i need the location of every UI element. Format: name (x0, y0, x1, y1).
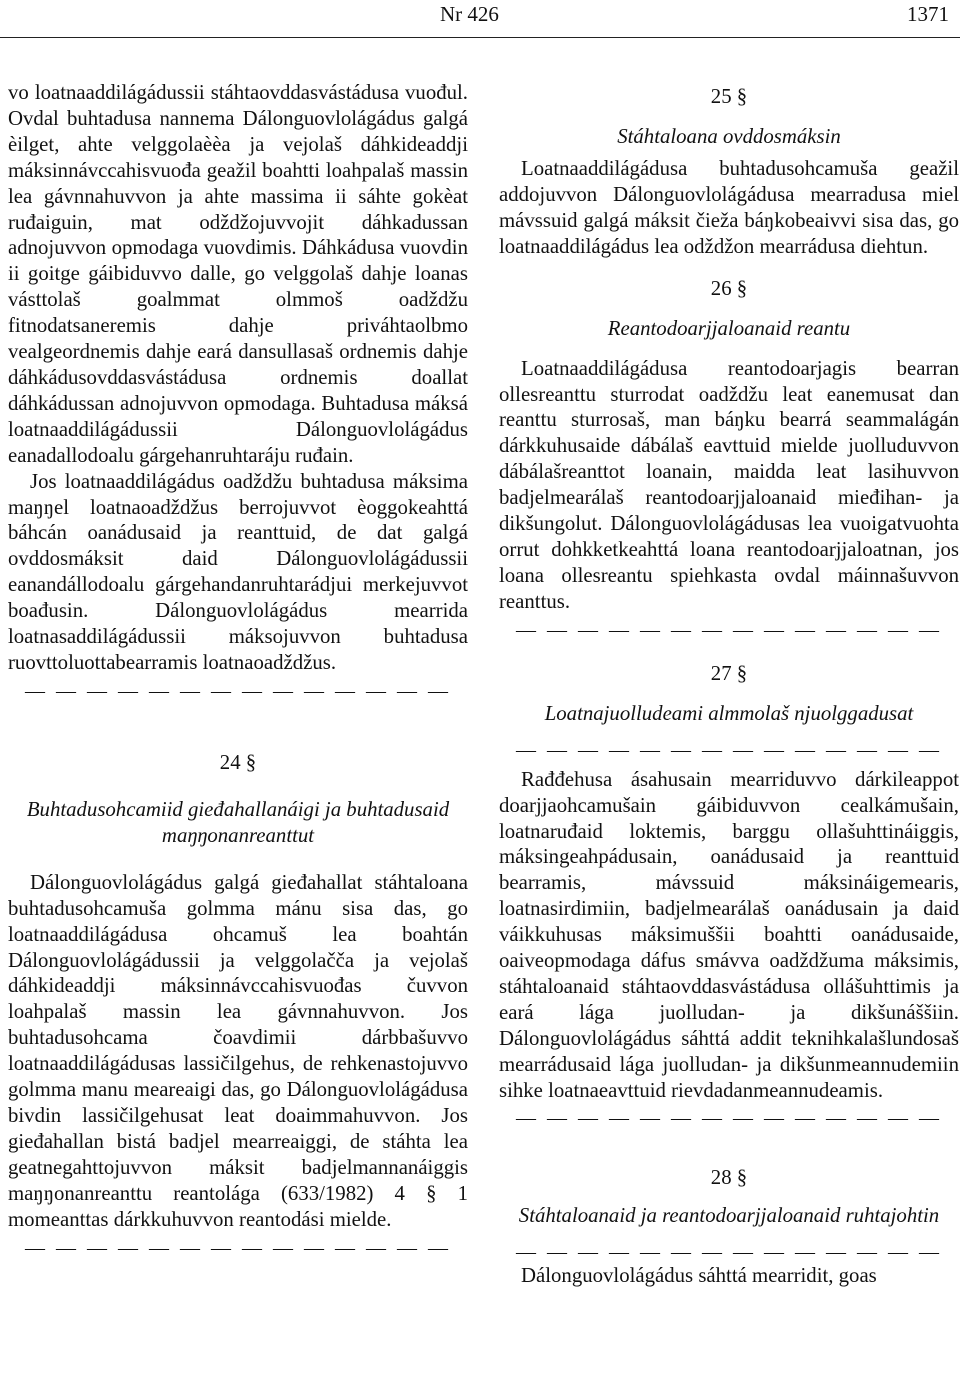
section-24-title: Buhtadusohcamiid gieđahallanáigi ja buhtadusaid maŋŋonanreanttut (26, 797, 450, 847)
section-separator: — — — — — — — — — — — — — — (25, 1236, 451, 1259)
paragraph-njuolggadusat: Rađđehusa ásahusain mearriduvvo dárkileappot doarjjaohcamušain gáibiduvvon cealkámušain, loatnaruđaid loktemis, barggu ollašuhttináiggis, máksingeahpádusain, oanádusaid ja reanttuid bearramis, mávssuid máksináigemearis, loatnasirdimiin, badjelmearálaš oanádusain ja daid váikkuhusas máksimuššii boahtti oanádusaide, oaiveopmodaga dáfus smávva oaǆǆuma máksimis, stáhtaloanaid stáhtaovddasvástádusa ollášuhttimis ja eará lága juolludan- ja dikšunáššiin. Dálonguovlolágádus sáhttá addit teknihkalašlundosaš mearrádusaid lága juolludan- ja dikšunmeannudemiin sihke loatnaeavttuid rievdadanmeannudeamis. (499, 767, 959, 1102)
paragraph-reantu: Loatnaaddilágádusa reantodoarjagis bearran ollesreanttu sturrodat oaǆǆu leat eanemusat dan reanttu sturrosaš, man báŋku bearrá seammalágán dárkkuhusaide dábálaš eavttuid mielde juolluduvvon dábálašreanttot loanain, maidda leat lasihuvvon badjelmearálaš reantodoarjjaloanaid mieđihan- ja dikšungolut. Dálonguovlolágádusas lea vuoigatvuohta orrut dohkketkeahttá loana reantodoarjjaloatnan, jos loana ollesreantu spiehkasta ovdal máinnašuvvon reanttus. (499, 356, 959, 613)
document-number: Nr 426 (440, 2, 499, 26)
right-column (499, 80, 959, 1289)
section-separator: — — — — — — — — — — — — — — (516, 738, 942, 761)
page-number: 1371 (907, 2, 949, 26)
section-24-number: 24 § (219, 750, 257, 774)
section-separator: — — — — — — — — — — — — — — (25, 679, 451, 702)
paragraph-stahtaovddasvastadus: vo loatnaaddilágádussii stáhtaovddasvástádusa vuođul. Ovdal buhtadusa nannema Dálonguovlolágádus galgá èilget, ahte velggolaèèa ja vejolaš dáhkideaddji máksinnávccahisvuođa geažil boahtti loahpalaš massin lea gávnnahuvvon ja ahte massima ii sáhte gokèat ruđaiguin, mat oǆǆojuvvojit dáhkadussan adnojuvvon opmodaga vuovdimis. Dáhkádusa vuovdin ii goitge gáibiduvvo dalle, go velggolaš dahje loanas vásttolaš goalmmat olmmoš oaǆǆu fitnodatsaneremis dahje priváhtaolbmo vealgeordnemis dahje eará dansullasaš ordnemis dahje dáhkádusovddasvástádusa ordnemis doallat dáhkádussan adnojuvvon opmodaga. Buhtadusa máksá loatnaaddilágádussii Dálonguovlolágádus eanadallodoalu gárgehanruhtaráju ruđain. (8, 81, 468, 467)
header-rule (0, 37, 960, 38)
section-25-number: 25 § (710, 85, 748, 108)
section-27-title: Loatnajuolludeami almmolaš njuolggadusat (544, 701, 914, 725)
section-25-title: Stáhtaloana ovddosmáksin (617, 125, 841, 148)
section-28-number: 28 § (710, 1166, 748, 1190)
paragraph-buhtadusohcamiid: Dálonguovlolágádus galgá gieđahallat stáhtaloana buhtadusohcamuša golmma mánu sisa das, go loatnaaddilágádusa ohcamuš lea boahtán Dálonguovlolágádussii ja velggolačča ja vejolaš dáhkideaddji máksinnávccahisvuođas čuvvon loahpalaš massin lea gávnnahuvvon. Jos buhtadusohcama čoavdimii dárbbašuvvo loatnaaddilágádusas lassičilgehus, de rehkenastojuvvo golmma manu meareaigi das, go Dálonguovlolágádusa bivdin lassičilgehusat leat doaimmahuvvon. Jos gieđahallan bistá badjel mearreaiggi, de stáhta lea geatnegahttojuvvon máksit badjelmannanáiggis maŋŋonanreanttu reantolága (633/1982) 4 § 1 momeanttas dárkkuhuvvon reantodási mielde. (8, 870, 468, 1231)
paragraph-ruhtajohtin: Dálonguovlolágádus sáhttá mearridit, goas (521, 1264, 877, 1288)
section-separator: — — — — — — — — — — — — — — (516, 618, 942, 641)
page-header (0, 0, 960, 36)
section-separator: — — — — — — — — — — — — — — (516, 1241, 942, 1264)
paragraph-loatnaoazzus: Jos loatnaaddilágádus oaǆǆu buhtadusa máksima maŋŋel loatnaoaǆǆus berrojuvvot èoggokeahttá báhcán oanádusaid ja reanttuid, de dat galgá ovddosmáksit daid Dálonguovlolágádussii eanandállodoalu gárgehandanruhtarádjui merkejuvvot boađusin. Dálonguovlolágádus mearrida loatnasaddilágádussii máksojuvvon buhtadusa ruovttoluottabearramis loatnaoaǆǆus. (8, 469, 468, 674)
left-column (8, 80, 468, 1259)
section-27-number: 27 § (710, 661, 748, 685)
section-26-title: Reantodoarjjaloanaid reantu (607, 316, 851, 340)
paragraph-ovddosmaksin: Loatnaaddilágádusa buhtadusohcamuša geažil addojuvvon Dálonguovlolágádusa mearradusa miel mávssuid galgá máksit čieža báŋkobeaivvi sisa das, go loatnaaddilágádus lea oǆǆon mearrádusa diehtun. (499, 157, 959, 258)
section-separator: — — — — — — — — — — — — — — (516, 1107, 942, 1130)
section-26-number: 26 § (710, 276, 748, 300)
section-28-title: Stáhtaloanaid ja reantodoarjjaloanaid ruhtajohtin (518, 1204, 940, 1228)
